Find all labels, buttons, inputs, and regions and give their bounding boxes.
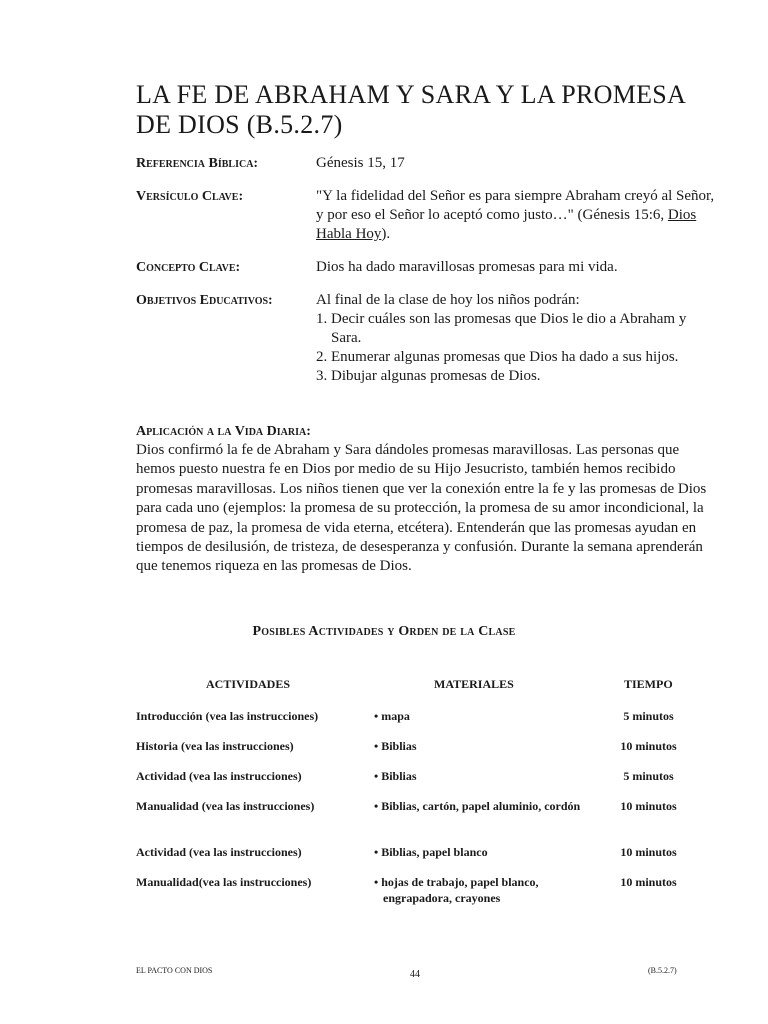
field-label: Versículo Clave: bbox=[136, 189, 244, 204]
time-cell: 5 minutos bbox=[623, 769, 674, 783]
field-label: Objetivos Educativos: bbox=[136, 293, 273, 308]
column-header-materiales: MATERIALES bbox=[434, 677, 514, 691]
time-cell: 10 minutos bbox=[620, 875, 677, 889]
footer-series-title: EL PACTO CON DIOS bbox=[136, 966, 213, 975]
objectives-list bbox=[316, 310, 716, 386]
lesson-title: LA FE DE ABRAHAM Y SARA Y LA PROMESA DE DIOS (B.5.2.7) bbox=[136, 80, 685, 139]
time-cell: 10 minutos bbox=[620, 845, 677, 859]
field-label: Concepto Clave: bbox=[136, 260, 241, 275]
field-value bbox=[316, 187, 716, 244]
verse-close: ). bbox=[381, 226, 391, 242]
activities-section-title: Posibles Actividades y Orden de la Clase bbox=[252, 624, 516, 639]
activity-cell: Historia (vea las instrucciones) bbox=[136, 739, 294, 753]
column-header-actividades: ACTIVIDADES bbox=[206, 677, 291, 691]
materials-cell: • Biblias, cartón, papel aluminio, cordón bbox=[374, 799, 581, 813]
activity-cell: Introducción (vea las instrucciones) bbox=[136, 709, 319, 723]
field-versiculo bbox=[136, 187, 736, 244]
time-cell: 10 minutos bbox=[620, 799, 677, 813]
activity-cell: Actividad (vea las instrucciones) bbox=[136, 845, 302, 859]
column-header-tiempo: TIEMPO bbox=[624, 677, 673, 691]
field-value: Génesis 15, 17 bbox=[316, 155, 405, 171]
objective-item: 1. Decir cuáles son las promesas que Dios le dio a Abraham y Sara. bbox=[316, 311, 687, 346]
time-cell: 5 minutos bbox=[623, 709, 674, 723]
field-label: Referencia Bíblica: bbox=[136, 156, 259, 171]
activity-cell: Manualidad(vea las instrucciones) bbox=[136, 875, 312, 889]
materials-cell: • Biblias, papel blanco bbox=[374, 845, 488, 859]
bible-version-link: Dios Habla Hoy bbox=[316, 207, 697, 242]
time-cell: 10 minutos bbox=[620, 739, 677, 753]
materials-cell: • Biblias bbox=[374, 769, 417, 783]
objective-item: 2. Enumerar algunas promesas que Dios ha dado a sus hijos. bbox=[316, 349, 679, 365]
objectives-intro: Al final de la clase de hoy los niños podrán: bbox=[316, 292, 580, 308]
verse-text: "Y la fidelidad del Señor es para siempre Abraham creyó al Señor, y por eso el Señor lo aceptó como justo…" (Génesis 15:6, bbox=[316, 188, 715, 223]
field-value: Dios ha dado maravillosas promesas para mi vida. bbox=[316, 259, 618, 275]
application-heading: Aplicación a la Vida Diaria: bbox=[136, 424, 311, 439]
field-referencia bbox=[136, 154, 736, 173]
materials-cell: • mapa bbox=[374, 709, 410, 723]
activity-cell: Manualidad (vea las instrucciones) bbox=[136, 799, 315, 813]
field-objetivos bbox=[136, 291, 736, 386]
activity-cell: Actividad (vea las instrucciones) bbox=[136, 769, 302, 783]
field-concepto bbox=[136, 258, 736, 277]
materials-cell: • Biblias bbox=[374, 739, 417, 753]
application-body: Dios confirmó la fe de Abraham y Sara dándoles promesas maravillosas. Las personas que hemos puesto nuestra fe en Dios por medio de su Hijo Jesucristo, también hemos recibido promesas maravillosas. Los niños tienen que ver la conexión entre la fe y las promesas de Dios para cada uno (ejemplos: la promesa de su protección, la promesa de su amor incondicional, la promesa de paz, la promesa de vida eterna, etcétera). Entenderán que las promesas ayudan en tiempos de desilusión, de tristeza, de desesperanza y confusión. Durante la semana aprenderán que tenemos riqueza en las promesas de Dios. bbox=[136, 442, 707, 575]
footer-lesson-code: (B.5.2.7) bbox=[648, 966, 677, 975]
objective-item: 3. Dibujar algunas promesas de Dios. bbox=[316, 368, 541, 384]
lesson-fields bbox=[136, 154, 736, 400]
footer-page-number: 44 bbox=[410, 969, 420, 980]
materials-cell: • hojas de trabajo, papel blanco, engrapadora, crayones bbox=[374, 875, 539, 905]
field-value bbox=[316, 291, 716, 386]
